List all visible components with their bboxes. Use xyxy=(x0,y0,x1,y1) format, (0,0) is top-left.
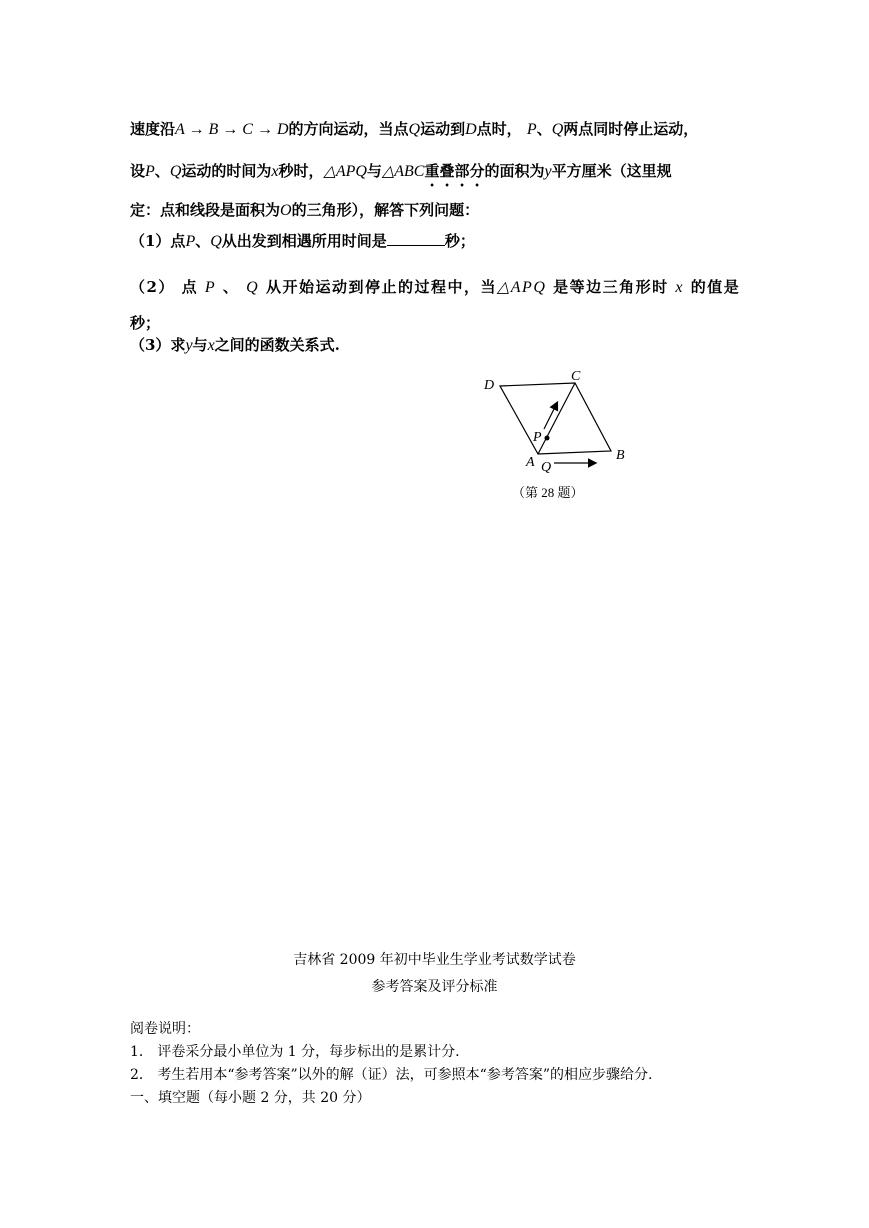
question-2-cont: 秒； xyxy=(130,314,161,332)
problem-line-2: 设P、Q运动的时间为x秒时，△APQ与△ABC重叠部分的面积为y平方厘米（这里规 xyxy=(130,162,672,180)
p-direction-arrow xyxy=(544,403,557,429)
geometry-figure xyxy=(470,365,650,510)
answer-blank[interactable] xyxy=(387,231,445,246)
question-3: （3）求y与x之间的函数关系式. xyxy=(130,336,340,354)
label-d: D xyxy=(484,378,495,393)
problem-line-3: 定：点和线段是面积为O的三角形），解答下列问题： xyxy=(130,201,480,219)
section-heading: 一、填空题（每小题 2 分，共 20 分） xyxy=(130,1090,371,1106)
answer-title: 吉林省 2009 年初中毕业生学业考试数学试卷 xyxy=(293,952,576,968)
label-q: Q xyxy=(541,460,552,475)
label-p: P xyxy=(533,430,542,445)
problem-line-1: 速度沿A → B → C → D的方向运动，当点Q运动到D点时， P、Q两点同时停止运动， xyxy=(130,120,699,138)
answer-subtitle: 参考答案及评分标准 xyxy=(371,979,498,995)
label-a: A xyxy=(526,455,535,470)
notes-item-2: 2． 考生若用本“参考答案”以外的解（证）法，可参照本“参考答案”的相应步骤给分. xyxy=(130,1067,653,1083)
point-p xyxy=(545,436,550,441)
rhombus-abcd xyxy=(500,383,611,454)
label-b: B xyxy=(616,448,625,463)
label-c: C xyxy=(571,369,581,384)
question-1: （1）点P、Q从出发到相遇所用时间是 秒； xyxy=(130,232,475,250)
figure-caption: （第 28 题） xyxy=(512,485,584,500)
notes-item-1: 1． 评卷采分最小单位为 1 分，每步标出的是累计分. xyxy=(130,1044,460,1060)
notes-heading: 阅卷说明： xyxy=(130,1021,200,1037)
diagonal-ac xyxy=(538,383,575,454)
question-2: （2） 点 P 、 Q 从开始运动到停止的过程中，当△APQ 是等边三角形时 x 的值是 xyxy=(130,278,741,296)
emphasized-overlap: 重叠部分 xyxy=(424,162,485,180)
